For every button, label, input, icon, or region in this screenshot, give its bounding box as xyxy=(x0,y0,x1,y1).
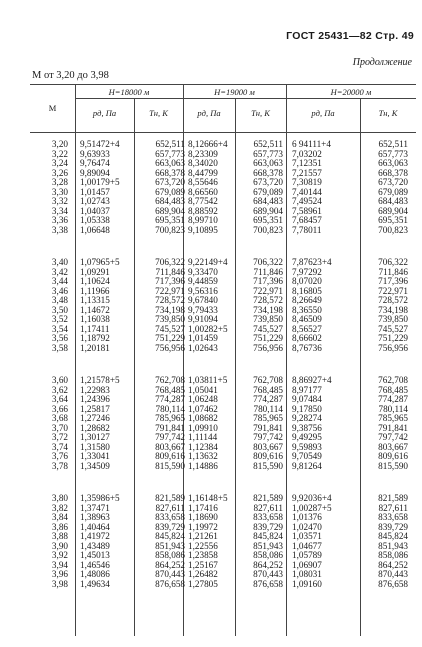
cell-p1: 1,07965+5 xyxy=(80,257,120,267)
cell-p1: 1,16038 xyxy=(80,314,110,325)
cell-m: 3,76 xyxy=(51,451,68,462)
cell-p3: 8,86927+4 xyxy=(292,375,332,385)
cell-p1: 1,14672 xyxy=(80,304,110,315)
cell-p2: 8,23309 xyxy=(188,148,218,159)
cell-t3: 864,252 xyxy=(378,559,408,570)
cell-t3: 756,956 xyxy=(378,343,408,353)
cell-m: 3,24 xyxy=(51,158,68,169)
cell-p2: 1,26482 xyxy=(188,569,218,580)
cell-p3: 1,05789 xyxy=(292,550,322,561)
cell-t3: 745,527 xyxy=(378,323,408,334)
cell-m: 3,58 xyxy=(51,343,68,353)
cell-m: 3,38 xyxy=(51,224,68,235)
col-rule-1 xyxy=(75,84,76,636)
cell-p2: 1,23858 xyxy=(188,550,218,561)
cell-t2: 864,252 xyxy=(253,559,283,570)
cell-t2: 791,841 xyxy=(253,422,283,433)
cell-p1: 9,51472+4 xyxy=(80,139,120,149)
cell-t3: 815,590 xyxy=(378,461,408,471)
cell-t2: 809,616 xyxy=(253,451,283,462)
data-table xyxy=(30,84,416,636)
cell-m: 3,72 xyxy=(51,432,68,443)
cell-p3: 8,36550 xyxy=(292,304,322,315)
cell-t1: 717,396 xyxy=(155,276,185,287)
cell-t1: 700,823 xyxy=(155,224,185,235)
cell-t3: 739,850 xyxy=(378,314,408,325)
cell-t2: 700,823 xyxy=(253,224,283,235)
cell-p1: 1,33041 xyxy=(80,451,110,462)
cell-m: 3,64 xyxy=(51,394,68,405)
cell-p1: 1,46546 xyxy=(80,559,110,570)
cell-m: 3,96 xyxy=(51,569,68,580)
cell-p1: 1,18792 xyxy=(80,333,110,344)
cell-m: 3,50 xyxy=(51,304,68,315)
cell-t1: 652,511 xyxy=(155,139,185,149)
cell-p1: 1,31580 xyxy=(80,441,110,452)
pressure-header-1: pд, Па xyxy=(92,108,117,118)
cell-t3: 751,229 xyxy=(378,333,408,344)
cell-p1: 1,22983 xyxy=(80,384,110,395)
cell-m: 3,68 xyxy=(51,413,68,424)
cell-p2: 1,06248 xyxy=(188,394,218,405)
cell-p3: 8,97177 xyxy=(292,384,322,395)
cell-p3: 1,09160 xyxy=(292,579,322,589)
cell-p3: 6 94111+4 xyxy=(292,139,331,149)
cell-t1: 679,089 xyxy=(155,186,185,197)
cell-m: 3,54 xyxy=(51,323,68,334)
cell-t1: 689,904 xyxy=(155,205,185,216)
cell-m: 3,60 xyxy=(51,375,68,385)
cell-p3: 9,81264 xyxy=(292,461,322,471)
cell-t3: 673,720 xyxy=(378,177,408,188)
cell-p1: 1,17411 xyxy=(80,323,110,334)
cell-p1: 1,48086 xyxy=(80,569,110,580)
cell-t2: 780,114 xyxy=(253,403,283,414)
cell-p1: 9,63933 xyxy=(80,148,110,159)
cell-t1: 797,742 xyxy=(155,432,185,443)
cell-p2: 9,44859 xyxy=(188,276,218,287)
cell-p1: 1,21578+5 xyxy=(80,375,120,385)
cell-t1: 739,850 xyxy=(155,314,185,325)
cell-p2: 9,33470 xyxy=(188,266,218,277)
pressure-header-2: pд, Па xyxy=(197,108,221,118)
cell-p2: 1,13632 xyxy=(188,451,218,462)
cell-p3: 7,68457 xyxy=(292,215,322,226)
cell-p3: 1,02470 xyxy=(292,521,322,532)
cell-t1: 663,063 xyxy=(155,158,185,169)
cell-p2: 1,14886 xyxy=(188,461,218,471)
cell-t2: 652,511 xyxy=(253,139,283,149)
cell-t2: 668,378 xyxy=(253,167,283,178)
cell-p3: 8,07020 xyxy=(292,276,322,287)
cell-t3: 679,089 xyxy=(378,186,408,197)
cell-t1: 785,965 xyxy=(155,413,185,424)
cell-t2: 734,198 xyxy=(253,304,283,315)
cell-p2: 1,00282+5 xyxy=(188,323,228,334)
cell-m: 3,98 xyxy=(51,579,68,589)
cell-t3: 734,198 xyxy=(378,304,408,315)
cell-p1: 1,45013 xyxy=(80,550,110,561)
cell-p2: 1,27805 xyxy=(188,579,218,589)
cell-t1: 870,443 xyxy=(155,569,185,580)
cell-p2: 1,18690 xyxy=(188,512,218,523)
cell-p3: 8,16805 xyxy=(292,285,322,296)
cell-t3: 652,511 xyxy=(378,139,408,149)
cell-p3: 7,49524 xyxy=(292,196,322,207)
cell-p2: 8,88592 xyxy=(188,205,218,216)
cell-t3: 728,572 xyxy=(378,295,408,306)
cell-p2: 1,03811+5 xyxy=(188,375,228,385)
cell-t1: 762,708 xyxy=(155,375,185,385)
cell-p2: 1,07462 xyxy=(188,403,218,414)
cell-m: 3,86 xyxy=(51,521,68,532)
cell-m: 3,90 xyxy=(51,540,68,551)
cell-m: 3,88 xyxy=(51,531,68,542)
cell-m: 3,62 xyxy=(51,384,68,395)
cell-t1: 722,971 xyxy=(155,285,185,296)
cell-t3: 657,773 xyxy=(378,148,408,159)
cell-p1: 1,04037 xyxy=(80,205,110,216)
cell-p1: 1,41972 xyxy=(80,531,110,542)
cell-p1: 1,09291 xyxy=(80,266,110,277)
cell-t2: 722,971 xyxy=(253,285,283,296)
cell-t2: 679,089 xyxy=(253,186,283,197)
cell-t2: 695,351 xyxy=(253,215,283,226)
cell-t3: 833,658 xyxy=(378,512,408,523)
cell-t2: 845,824 xyxy=(253,531,283,542)
cell-t1: 791,841 xyxy=(155,422,185,433)
cell-t1: 728,572 xyxy=(155,295,185,306)
cell-t1: 657,773 xyxy=(155,148,185,159)
cell-p3: 7,78011 xyxy=(292,224,322,235)
cell-p1: 1,24396 xyxy=(80,394,110,405)
header-bottom-rule xyxy=(30,132,416,133)
cell-p3: 8,46509 xyxy=(292,314,322,325)
cell-p3: 7,40144 xyxy=(292,186,322,197)
cell-m: 3,40 xyxy=(51,257,68,267)
cell-t3: 774,287 xyxy=(378,394,408,405)
cell-t3: 689,904 xyxy=(378,205,408,216)
cell-m: 3,30 xyxy=(51,186,68,197)
cell-m: 3,52 xyxy=(51,314,68,325)
cell-p2: 1,01459 xyxy=(188,333,218,344)
cell-t2: 745,527 xyxy=(253,323,283,334)
cell-m: 3,28 xyxy=(51,177,68,188)
cell-t1: 858,086 xyxy=(155,550,185,561)
cell-p2: 9,91094 xyxy=(188,314,218,325)
pressure-header-3: pд, Па xyxy=(311,108,335,118)
cell-p1: 1,37471 xyxy=(80,502,110,513)
cell-p3: 1,08031 xyxy=(292,569,322,580)
cell-t2: 711,846 xyxy=(253,266,283,277)
cell-t3: 762,708 xyxy=(378,375,408,385)
cell-m: 3,74 xyxy=(51,441,68,452)
cell-p2: 9,10895 xyxy=(188,224,218,235)
cell-t3: 791,841 xyxy=(378,422,408,433)
cell-p2: 8,55646 xyxy=(188,177,218,188)
cell-t3: 821,589 xyxy=(378,493,408,503)
cell-m: 3,44 xyxy=(51,276,68,287)
cell-t2: 673,720 xyxy=(253,177,283,188)
cell-m: 3,56 xyxy=(51,333,68,344)
cell-t1: 864,252 xyxy=(155,559,185,570)
cell-t1: 833,658 xyxy=(155,512,185,523)
cell-p3: 1,01376 xyxy=(292,512,322,523)
cell-p1: 1,49634 xyxy=(80,579,110,589)
cell-t2: 821,589 xyxy=(253,493,283,503)
cell-p3: 9,70549 xyxy=(292,451,322,462)
cell-t2: 768,485 xyxy=(253,384,283,395)
cell-p1: 1,02743 xyxy=(80,196,110,207)
cell-t1: 851,943 xyxy=(155,540,185,551)
cell-p2: 1,21261 xyxy=(188,531,218,542)
cell-t1: 711,846 xyxy=(155,266,185,277)
cell-t3: 876,658 xyxy=(378,579,408,589)
cell-t2: 657,773 xyxy=(253,148,283,159)
altitude-header-1: H=18000 м xyxy=(108,87,150,97)
cell-p1: 1,35986+5 xyxy=(80,493,120,503)
cell-t3: 711,846 xyxy=(378,266,408,277)
altitude-header-3: H=20000 м xyxy=(330,87,372,97)
cell-m: 3,80 xyxy=(51,493,68,503)
cell-p2: 9,67840 xyxy=(188,295,218,306)
cell-p3: 1,04677 xyxy=(292,540,322,551)
cell-p2: 1,16148+5 xyxy=(188,493,228,503)
cell-t1: 706,322 xyxy=(155,257,185,267)
cell-t1: 668,378 xyxy=(155,167,185,178)
cell-t3: 870,443 xyxy=(378,569,408,580)
cell-p3: 9,92036+4 xyxy=(292,493,332,503)
cell-p3: 7,97292 xyxy=(292,266,322,277)
cell-t2: 663,063 xyxy=(253,158,283,169)
cell-p2: 9,79433 xyxy=(188,304,218,315)
cell-p1: 1,11966 xyxy=(80,285,110,296)
altitude-header-2: H=19000 м xyxy=(214,87,255,97)
temperature-header-3: Tн, К xyxy=(378,108,398,118)
cell-t3: 851,943 xyxy=(378,540,408,551)
cell-t2: 797,742 xyxy=(253,432,283,443)
cell-p3: 1,03571 xyxy=(292,531,322,542)
cell-t1: 695,351 xyxy=(155,215,185,226)
cell-p2: 1,22556 xyxy=(188,540,218,551)
cell-p3: 8,76736 xyxy=(292,343,322,353)
cell-p3: 1,06907 xyxy=(292,559,322,570)
cell-p1: 1,00179+5 xyxy=(80,177,120,188)
cell-p3: 8,56527 xyxy=(292,323,322,334)
cell-t1: 827,611 xyxy=(155,502,185,513)
cell-p1: 1,25817 xyxy=(80,403,110,414)
cell-p3: 7,03202 xyxy=(292,148,322,159)
cell-p2: 1,11144 xyxy=(188,432,218,443)
cell-t1: 845,824 xyxy=(155,531,185,542)
cell-t2: 876,658 xyxy=(253,579,283,589)
m-range-caption: M от 3,20 до 3,98 xyxy=(32,70,109,81)
cell-t2: 706,322 xyxy=(253,257,283,267)
cell-m: 3,46 xyxy=(51,285,68,296)
cell-t2: 851,943 xyxy=(253,540,283,551)
cell-t2: 756,956 xyxy=(253,343,283,353)
cell-p3: 8,66602 xyxy=(292,333,322,344)
cell-m: 3,70 xyxy=(51,422,68,433)
cell-p3: 9,38756 xyxy=(292,422,322,433)
cell-t1: 673,720 xyxy=(155,177,185,188)
cell-t1: 745,527 xyxy=(155,323,185,334)
cell-p2: 1,02643 xyxy=(188,343,218,353)
cell-t1: 780,114 xyxy=(155,403,185,414)
cell-p1: 1,13315 xyxy=(80,295,110,306)
cell-p2: 1,17416 xyxy=(188,502,218,513)
cell-p1: 1,28682 xyxy=(80,422,110,433)
cell-t2: 839,729 xyxy=(253,521,283,532)
cell-t3: 668,378 xyxy=(378,167,408,178)
cell-t3: 845,824 xyxy=(378,531,408,542)
cell-p1: 1,10624 xyxy=(80,276,110,287)
cell-m: 3,32 xyxy=(51,196,68,207)
cell-t2: 827,611 xyxy=(253,502,283,513)
cell-p3: 7,12351 xyxy=(292,158,322,169)
cell-t3: 797,742 xyxy=(378,432,408,443)
cell-m: 3,22 xyxy=(51,148,68,159)
cell-p1: 1,40464 xyxy=(80,521,110,532)
cell-t3: 785,965 xyxy=(378,413,408,424)
cell-p1: 1,27246 xyxy=(80,413,110,424)
cell-p2: 1,25167 xyxy=(188,559,218,570)
cell-m: 3,26 xyxy=(51,167,68,178)
cell-p1: 1,06648 xyxy=(80,224,110,235)
cell-t2: 803,667 xyxy=(253,441,283,452)
cell-m: 3,94 xyxy=(51,559,68,570)
cell-t1: 734,198 xyxy=(155,304,185,315)
cell-p2: 8,77542 xyxy=(188,196,218,207)
cell-t3: 768,485 xyxy=(378,384,408,395)
cell-p3: 9,28274 xyxy=(292,413,322,424)
cell-t1: 803,667 xyxy=(155,441,185,452)
cell-p1: 1,05338 xyxy=(80,215,110,226)
cell-t2: 815,590 xyxy=(253,461,283,471)
cell-t3: 858,086 xyxy=(378,550,408,561)
cell-t2: 728,572 xyxy=(253,295,283,306)
cell-p2: 1,09910 xyxy=(188,422,218,433)
header-mid-rule xyxy=(75,98,416,99)
cell-t3: 706,322 xyxy=(378,257,408,267)
temperature-header-1: Tн, К xyxy=(149,108,168,118)
cell-m: 3,78 xyxy=(51,461,68,471)
cell-t2: 739,850 xyxy=(253,314,283,325)
cell-t1: 768,485 xyxy=(155,384,185,395)
cell-t2: 785,965 xyxy=(253,413,283,424)
cell-t1: 876,658 xyxy=(155,579,185,589)
cell-t2: 684,483 xyxy=(253,196,283,207)
col-rule-5 xyxy=(286,84,287,636)
cell-m: 3,82 xyxy=(51,502,68,513)
cell-p2: 8,66560 xyxy=(188,186,218,197)
cell-m: 3,66 xyxy=(51,403,68,414)
cell-t1: 821,589 xyxy=(155,493,185,503)
cell-m: 3,34 xyxy=(51,205,68,216)
cell-t1: 756,956 xyxy=(155,343,185,353)
cell-t1: 839,729 xyxy=(155,521,185,532)
cell-t2: 833,658 xyxy=(253,512,283,523)
cell-p2: 9,22149+4 xyxy=(188,257,228,267)
table-top-rule xyxy=(30,84,416,85)
cell-t3: 722,971 xyxy=(378,285,408,296)
cell-t1: 684,483 xyxy=(155,196,185,207)
cell-p3: 9,17850 xyxy=(292,403,322,414)
cell-p3: 9,49295 xyxy=(292,432,322,443)
cell-t1: 774,287 xyxy=(155,394,185,405)
cell-t3: 663,063 xyxy=(378,158,408,169)
cell-p1: 1,20181 xyxy=(80,343,110,353)
cell-t3: 780,114 xyxy=(378,403,408,414)
cell-p2: 1,19972 xyxy=(188,521,218,532)
cell-t2: 751,229 xyxy=(253,333,283,344)
m-column-header: M xyxy=(48,103,57,113)
cell-t3: 809,616 xyxy=(378,451,408,462)
temperature-header-2: Tн, К xyxy=(251,108,270,118)
cell-p1: 1,38963 xyxy=(80,512,110,523)
cell-t3: 695,351 xyxy=(378,215,408,226)
cell-p3: 9,07484 xyxy=(292,394,322,405)
cell-t1: 815,590 xyxy=(155,461,185,471)
cell-p2: 8,99710 xyxy=(188,215,218,226)
cell-m: 3,42 xyxy=(51,266,68,277)
cell-t3: 803,667 xyxy=(378,441,408,452)
cell-t3: 717,396 xyxy=(378,276,408,287)
cell-p3: 8,26649 xyxy=(292,295,322,306)
continuation-label: Продолжение xyxy=(352,57,412,68)
cell-t2: 689,904 xyxy=(253,205,283,216)
cell-t2: 717,396 xyxy=(253,276,283,287)
cell-p1: 9,76474 xyxy=(80,158,110,169)
cell-p1: 1,43489 xyxy=(80,540,110,551)
cell-t2: 870,443 xyxy=(253,569,283,580)
cell-t1: 751,229 xyxy=(155,333,185,344)
cell-t3: 684,483 xyxy=(378,196,408,207)
cell-m: 3,84 xyxy=(51,512,68,523)
cell-p3: 7,58961 xyxy=(292,205,322,216)
cell-p3: 9,59893 xyxy=(292,441,322,452)
page-header: ГОСТ 25431—82 Стр. 49 xyxy=(286,30,414,42)
cell-p3: 7,30819 xyxy=(292,177,322,188)
cell-t3: 700,823 xyxy=(378,224,408,235)
cell-t3: 839,729 xyxy=(378,521,408,532)
cell-p1: 1,01457 xyxy=(80,186,110,197)
cell-t1: 809,616 xyxy=(155,451,185,462)
cell-m: 3,20 xyxy=(51,139,68,149)
cell-p1: 9,89094 xyxy=(80,167,110,178)
cell-p2: 8,12666+4 xyxy=(188,139,228,149)
cell-t2: 858,086 xyxy=(253,550,283,561)
cell-p3: 1,00287+5 xyxy=(292,502,332,513)
cell-p2: 8,44799 xyxy=(188,167,218,178)
cell-p2: 1,08682 xyxy=(188,413,218,424)
cell-p2: 1,05041 xyxy=(188,384,218,395)
cell-t2: 774,287 xyxy=(253,394,283,405)
cell-m: 3,48 xyxy=(51,295,68,306)
cell-p2: 1,12384 xyxy=(188,441,218,452)
cell-p3: 7,21557 xyxy=(292,167,322,178)
cell-p2: 8,34020 xyxy=(188,158,218,169)
cell-t3: 827,611 xyxy=(378,502,408,513)
cell-p1: 1,34509 xyxy=(80,461,110,471)
cell-m: 3,36 xyxy=(51,215,68,226)
cell-t2: 762,708 xyxy=(253,375,283,385)
cell-p3: 7,87623+4 xyxy=(292,257,332,267)
cell-p2: 9,56316 xyxy=(188,285,218,296)
cell-p1: 1,30127 xyxy=(80,432,110,443)
cell-m: 3,92 xyxy=(51,550,68,561)
